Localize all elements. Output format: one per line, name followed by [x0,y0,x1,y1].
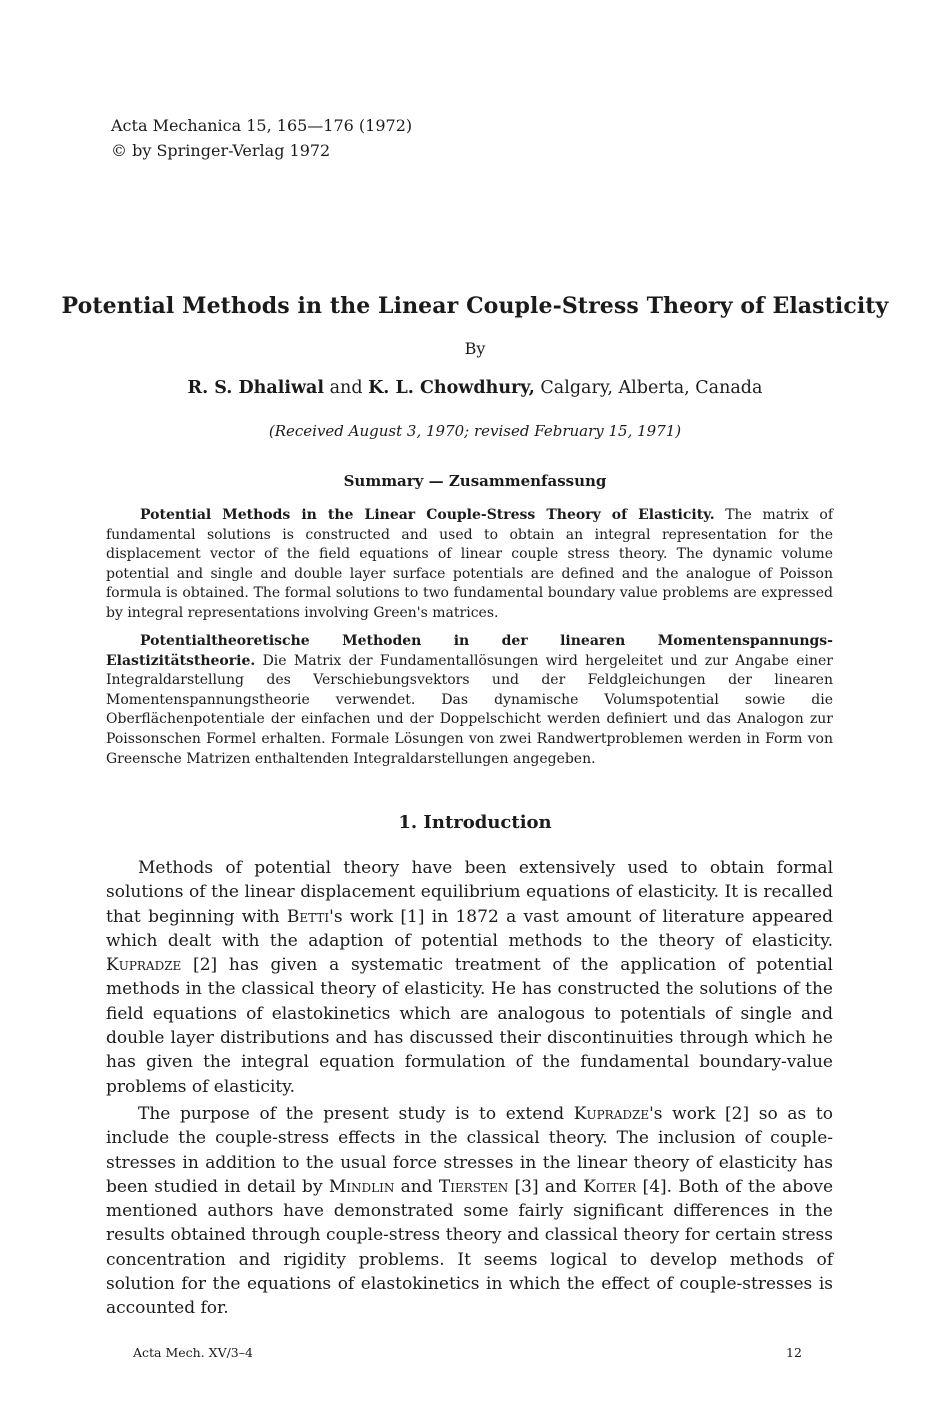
authors-line [60,378,890,398]
introduction-paragraph-2 [106,1102,833,1321]
p2-text-d: [3] and [508,1176,584,1197]
footer-journal: Acta Mech. XV/3–4 [133,1345,253,1360]
article-title: Potential Methods in the Linear Couple-Stress Theory of Elasticity [61,293,889,319]
abstract-german [106,632,833,769]
abstract-german-title: Potentialtheoretische Methoden in der linearen Momentenspannungs-Elastizitätstheorie. [106,633,833,669]
name-koiter: Koiter [583,1176,637,1197]
abstract-english-title: Potential Methods in the Linear Couple-Stress Theory of Elasticity. [140,507,715,523]
abstract-german-text: Die Matrix der Fundamentallösungen wird hergeleitet und zur Angabe einer Integraldarstellung des Verschiebungsvektors und der Feldgleichungen der linearen Momentenspannungstheorie verwendet. Das dynamische Volumspotential sowie die Oberflächenpotentiale der einfachen und der Doppelschicht werden definiert und das Analogon zur Poissonschen Formel erhalten. Formale Lösungen von zwei Randwertproblemen werden in Form von Greensche Matrizen enthaltenden Integraldarstellungen angegeben. [106,652,833,767]
name-mindlin: Mindlin [328,1176,395,1197]
p1-text-a: Methods of potential theory have been extensively used to obtain formal solutions of the linear displacement equilibrium equations of elasticity. It is recalled that beginning with [106,858,833,927]
affiliation: Calgary, Alberta, Canada [534,378,763,398]
journal-info [111,113,412,163]
abstract-english [106,506,833,624]
authors-and: and [324,378,369,398]
name-kupradze: Kupradze [106,955,182,976]
name-kupradze-2: Kupradze [573,1104,650,1124]
introduction-heading: 1. Introduction [398,812,552,833]
p1-text-b: 's work [1] in 1872 a vast amount of literature appeared which dealt with the adaption of potential methods to the theory of elasticity. [106,906,834,951]
p1-text-c: [2] has given a systematic treatment of the application of potential methods in the classical theory of elasticity. He has constructed the solutions of the field equations of elastokinetics which are analogous to potentials of single and double layer distributions and has discussed their discontinuities through which he has given the integral equation formulation of the fundamental boundary-value problems of elasticity. [106,955,833,1097]
introduction-paragraph-1 [106,856,833,1099]
received-dates: (Received August 3, 1970; revised February 15, 1971) [268,422,682,440]
p2-text-a: The purpose of the present study is to extend [138,1104,574,1124]
p2-text-e: [4]. Both of the above mentioned authors have demonstrated some fairly significant differences in the results obtained through couple-stress theory and classical theory for certain stress concentration and rigidity problems. It seems logical to develop methods of solution for the equations of elastokinetics in which the effect of couple-stresses is accounted for. [106,1176,834,1319]
footer-page-number: 12 [786,1345,802,1360]
name-betti: Betti [286,906,330,927]
p2-text-b: 's work [2] so as to include the couple-stress effects in the classical theory. The inclusion of couple-stresses in addition to the usual force stresses in the linear theory of elasticity has been studied in detail by [106,1104,833,1197]
copyright-line: © by Springer-Verlag 1972 [111,141,331,160]
abstract-english-text: The matrix of fundamental solutions is constructed and used to obtain an integral representation for the displacement vector of the field equations of linear couple stress theory. The dynamic volume potential and single and double layer surface potentials are defined and the analogue of Poisson formula is obtained. The formal solutions to two fundamental boundary value problems are expressed by integral representations involving Green's matrices. [106,507,833,621]
p2-text-c: and [394,1176,439,1197]
author-1: R. S. Dhaliwal [187,378,325,398]
name-tiersten: Tiersten [438,1176,509,1197]
journal-citation: Acta Mechanica 15, 165—176 (1972) [111,116,413,135]
author-2: K. L. Chowdhury, [368,378,535,398]
summary-heading: Summary — Zusammenfassung [343,472,607,490]
by-line: By [464,339,486,358]
